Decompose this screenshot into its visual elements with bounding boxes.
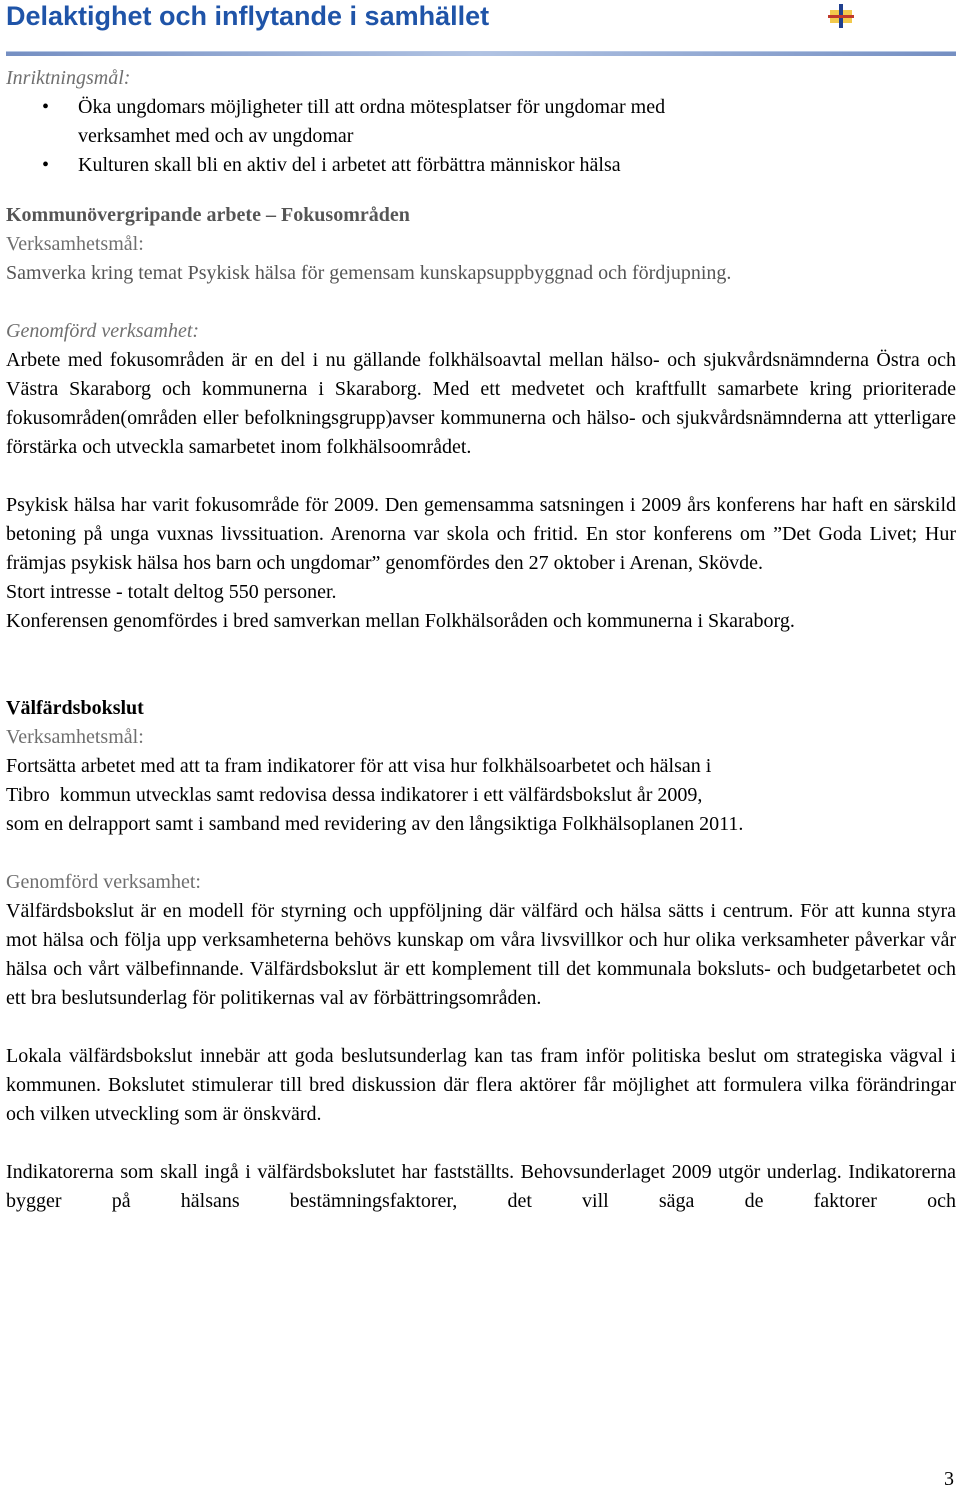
goal-text: Samverka kring temat Psykisk hälsa för gemensam kunskapsuppbyggnad och fördjupning. [6,262,732,284]
aim-list [6,93,956,180]
page-title: Delaktighet och inflytande i samhället [6,1,490,31]
section-heading: Välfärdsbokslut [6,697,144,719]
body-paragraph: Stort intresse - totalt deltog 550 personer. [6,581,337,603]
list-item-text: Öka ungdomars möjligheter till att ordna mötesplatser för ungdomar med verksamhet med och av ungdomar [78,96,666,147]
bullet-icon: • [42,154,50,176]
body-paragraph: Lokala välfärdsbokslut innebär att goda beslutsunderlag kan tas fram inför politiska beslut om strategiska vägval i kommunen. Bokslutet stimulerar till bred diskussion där flera aktörer får möjlighet att formulera vilka förändringar och vilken utveckling som är önskvärd. [6,1045,956,1125]
goal-line: Fortsätta arbetet med att ta fram indikatorer för att visa hur folkhälsoarbetet och hälsan i [6,755,712,777]
list-item-text: Kulturen skall bli en aktiv del i arbetet att förbättra människor hälsa [78,154,621,176]
aim-label: Inriktningsmål: [6,67,131,89]
document-body [6,64,956,1216]
goal-line: Tibro kommun utvecklas samt redovisa dessa indikatorer i ett välfärdsbokslut år 2009, [6,784,703,806]
page-number: 3 [944,1468,954,1490]
body-paragraph: Arbete med fokusområden är en del i nu gällande folkhälsoavtal mellan hälso- och sjukvårdsnämnderna Östra och Västra Skaraborg och kommunerna i Skaraborg. Med ett medvetet och kraftfullt samarbete kring prioriterade fokusområden(områden eller befolkningsgrupp)avser kommunerna och hälso- och sjukvårdsnämnderna att ytterligare förstärka och utveckla samarbetet inom folkhälsoområdet. [6,349,956,458]
body-paragraph: Psykisk hälsa har varit fokusområde för 2009. Den gemensamma satsningen i 2009 års konferens har haft en särskild betoning på unga vuxnas livssituation. Arenorna var skola och fritid. En stor konferens om ”Det Goda Livet; Hur främjas psykisk hälsa hos barn och ungdomar” genomfördes den 27 oktober i Arenan, Skövde. [6,494,956,574]
body-paragraph: Konferensen genomfördes i bred samverkan mellan Folkhälsoråden och kommunerna i Skaraborg. [6,610,795,632]
list-item [6,151,678,180]
goal-label: Verksamhetsmål: [6,233,144,255]
done-label: Genomförd verksamhet: [6,871,201,893]
body-paragraph: Välfärdsbokslut är en modell för styrning och uppföljning där välfärd och hälsa sätts i centrum. För att kunna styra mot hälsa och följa upp verksamheterna behövs kunskap om våra livsvillkor och hur olika verksamheter påverkar vår hälsa och vårt välbefinnande. Välfärdsbokslut är ett komplement till det kommunala boksluts- och budgetarbetet och ett bra beslutsunderlag för politikernas val av förbättringsområden. [6,900,956,1009]
list-item [6,93,678,151]
goal-label: Verksamhetsmål: [6,726,144,748]
body-paragraph: Indikatorerna som skall ingå i välfärdsbokslutet har fastställts. Behovsunderlaget 2009 utgör underlag. Indikatorerna bygger på hälsans bestämningsfaktorer, det vill säga de faktorer och [6,1161,956,1212]
bullet-icon: • [42,96,50,118]
goal-line: som en delrapport samt i samband med revidering av den långsiktiga Folkhälsoplanen 2011. [6,813,744,835]
municipal-logo-icon [826,4,856,28]
header-rule [6,50,956,58]
done-label: Genomförd verksamhet: [6,320,200,342]
section-heading: Kommunövergripande arbete – Fokusområden [6,204,410,226]
